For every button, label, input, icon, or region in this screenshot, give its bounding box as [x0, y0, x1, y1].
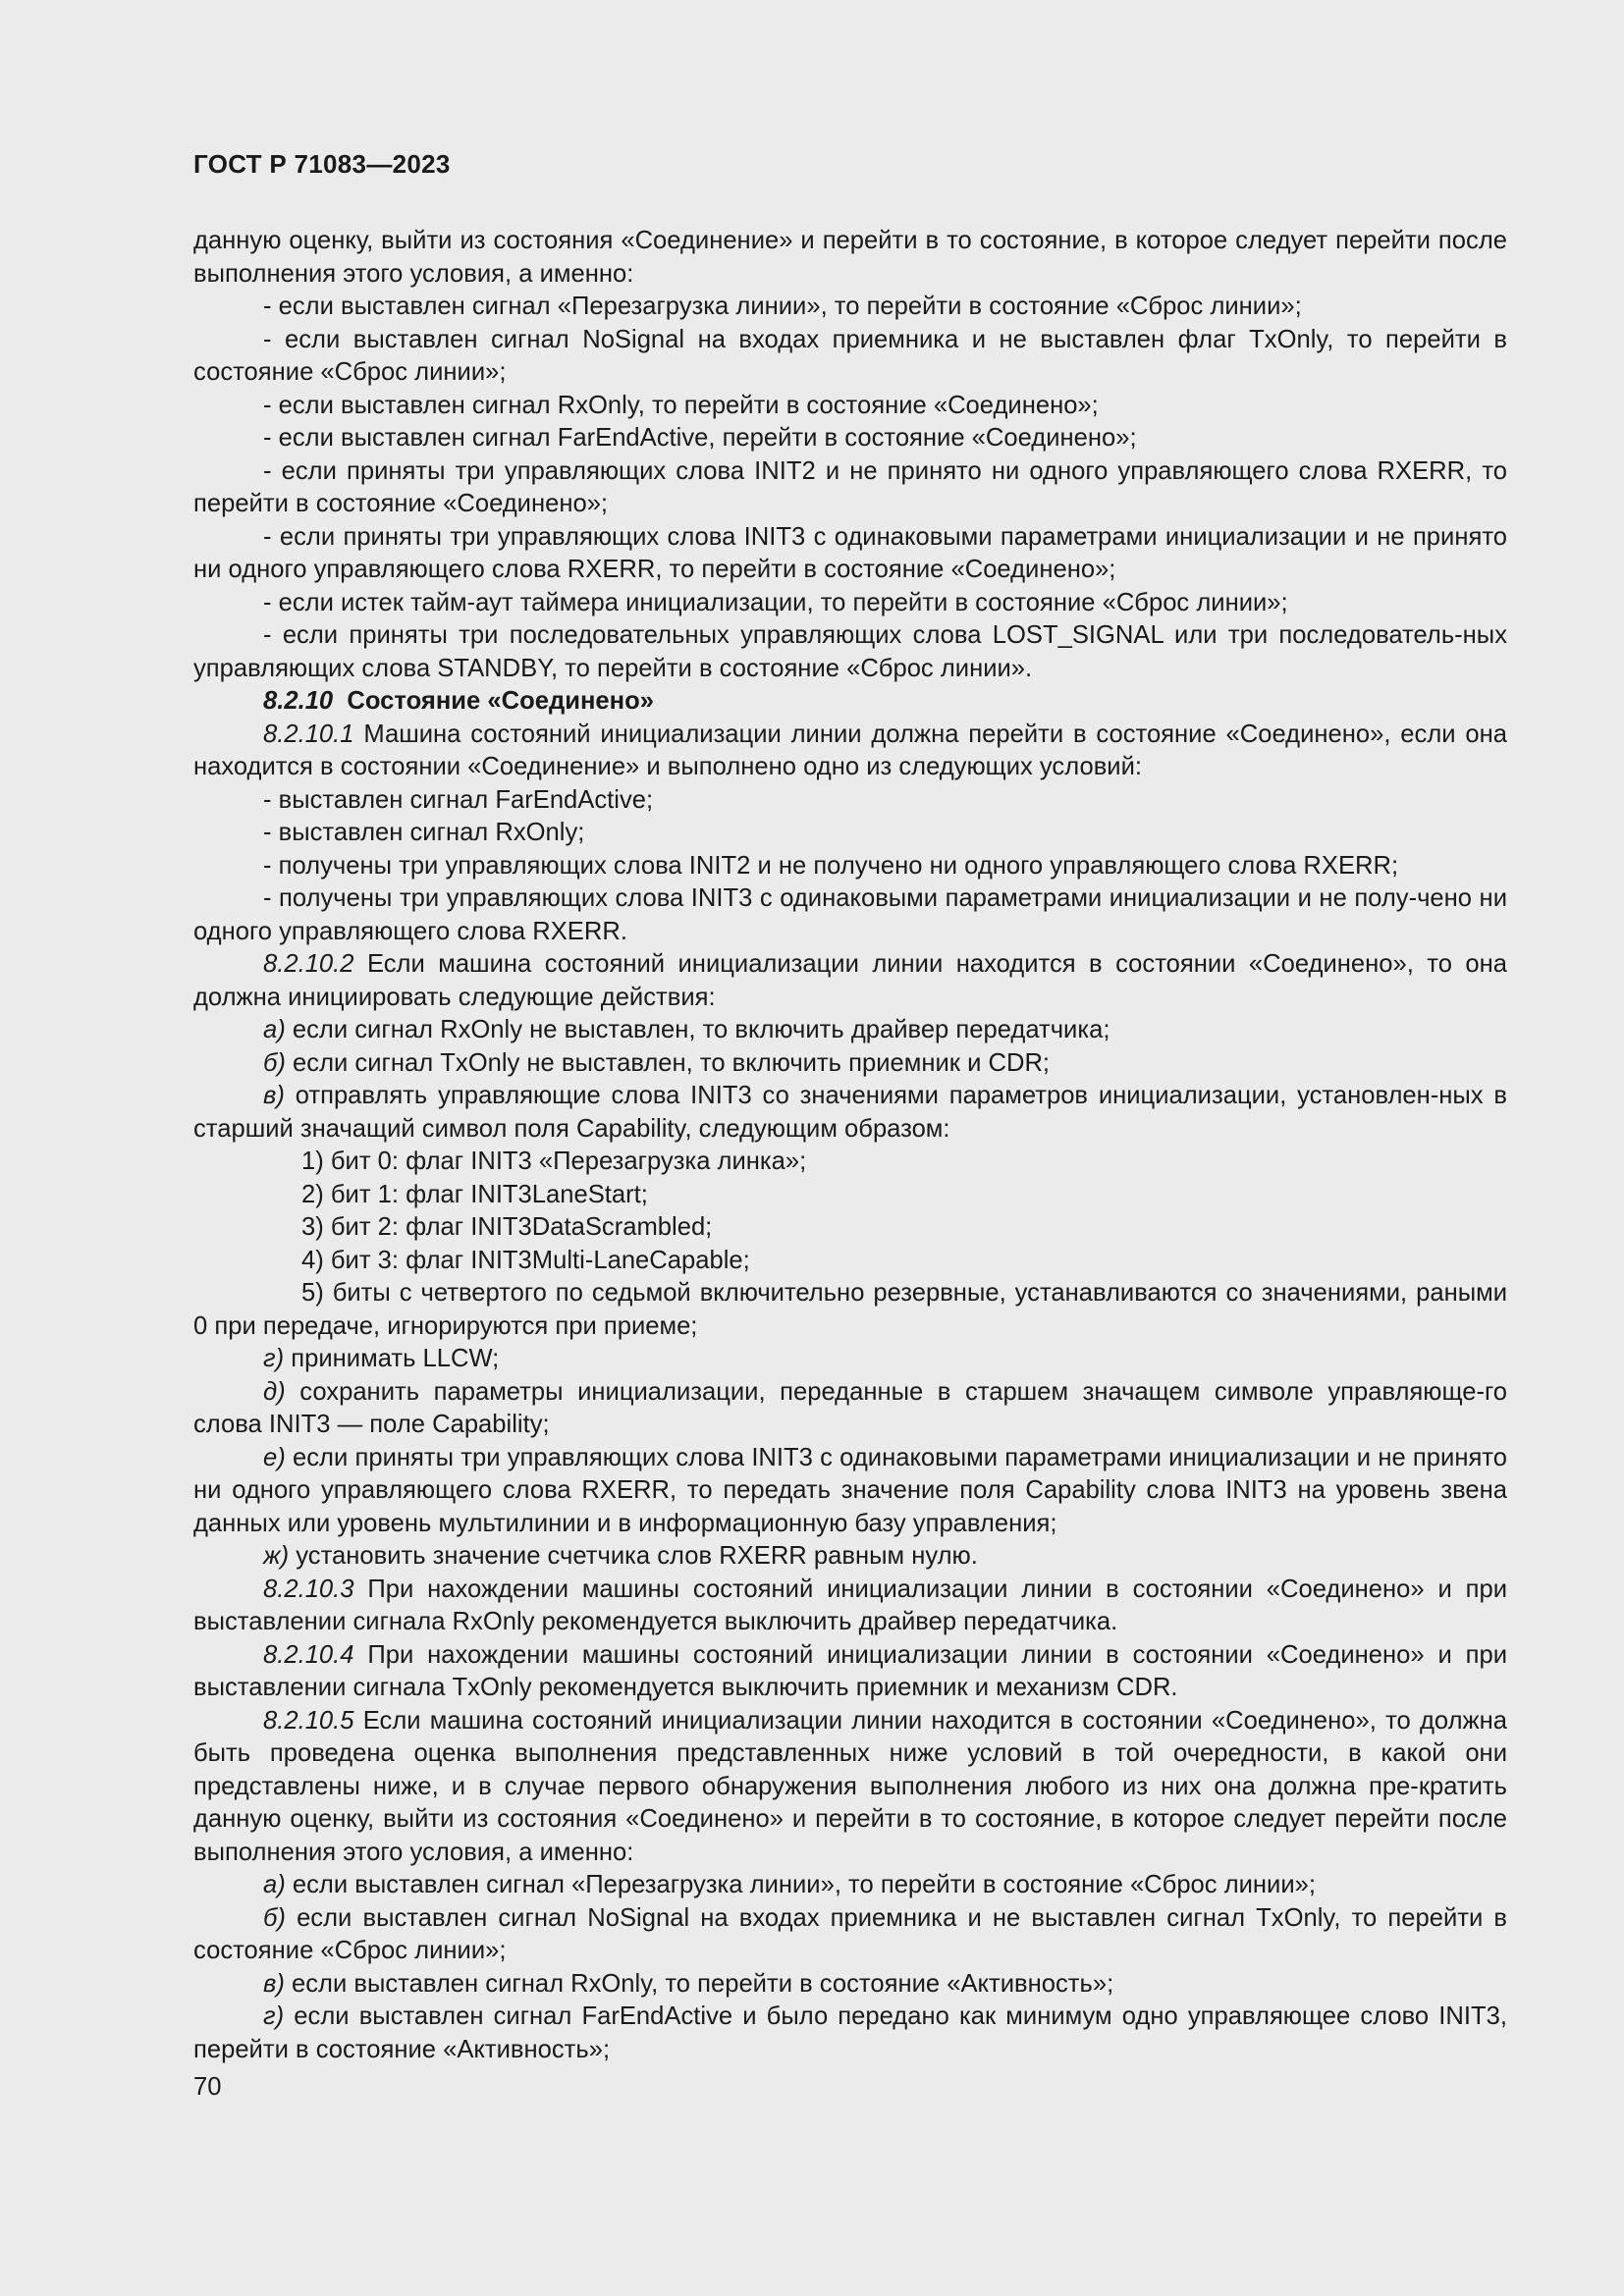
list-item: - если выставлен сигнал RxOnly, то перейти в состояние «Соединено»; — [263, 391, 1099, 419]
sub-list-item: 2) бит 1: флаг INIT3LaneStart; — [301, 1180, 648, 1208]
list-item: - выставлен сигнал FarEndActive; — [263, 785, 654, 814]
paragraph — [193, 719, 1507, 784]
list-item-text: если выставлен сигнал NoSignal на входах приемника и не выставлен сигнал TxOnly, то перейти в состояние «Сброс линии»; — [193, 1903, 1508, 1964]
paragraph: данную оценку, выйти из состояния «Соединение» и перейти в то состояние, в которое следует перейти после выполнения этого условия, а именно: — [193, 227, 1507, 288]
list-item-text: если выставлен сигнал FarEndActive и было передано как минимум одно управляющее слово INIT3, перейти в состояние «Активность»; — [193, 2002, 1507, 2063]
paragraph — [193, 1574, 1507, 1639]
list-item — [193, 1968, 1507, 2002]
list-item-text: если приняты три управляющих слова INIT3 с одинаковыми параметрами инициализации и не принято ни одного управляющего слова RXERR, то передать значение поля Capability слова INIT3 на уровень звена данных или уровень мультилинии и в информационную базу управления; — [193, 1443, 1507, 1537]
list-item — [193, 2001, 1507, 2066]
list-item-text: если сигнал RxOnly не выставлен, то включить драйвер передатчика; — [292, 1016, 1110, 1043]
paragraph — [193, 1705, 1507, 1870]
clause-number: 8.2.10.4 — [263, 1640, 354, 1669]
clause-text: Если машина состояний инициализации линии находится в состоянии «Соединено», то должна быть проведена оценка выполнения представленных ниже условий в той очередности, в какой они представлены ниже, и в случае первого обнаружения выполнения любого из них она должна пре-кратить данную оценку, выйти из состояния «Соединено» и перейти в то состояние, в которое следует перейти после выполнения этого условия, а именно: — [193, 1706, 1507, 1866]
list-item — [193, 1343, 1507, 1376]
list-marker: е) — [263, 1443, 286, 1471]
list-marker: б) — [263, 1903, 286, 1932]
clause-text: При нахождении машины состояний инициализации линии в состоянии «Соединено» и при выставлении сигнала RxOnly рекомендуется выключить драйвер передатчика. — [193, 1575, 1507, 1635]
list-item — [193, 1540, 1507, 1574]
list-item-text: отправлять управляющие слова INIT3 со значениями параметров инициализации, установлен-ных в старший значащий символ поля Capability, следующим образом: — [193, 1082, 1507, 1143]
clause-number: 8.2.10.3 — [263, 1575, 354, 1603]
list-item-text: если выставлен сигнал «Перезагрузка линии», то перейти в состояние «Сброс линии»; — [292, 1871, 1316, 1898]
list-item-text: сохранить параметры инициализации, переданные в старшем значащем символе управляюще-го слова INIT3 — поле Capability; — [193, 1377, 1507, 1438]
list-item: - если истек тайм-аут таймера инициализации, то перейти в состояние «Сброс линии»; — [263, 588, 1288, 616]
list-item: - получены три управляющих слова INIT3 с одинаковыми параметрами инициализации и не полу-чено ни одного управляющего слова RXERR. — [193, 884, 1507, 945]
list-item: - выставлен сигнал RxOnly; — [263, 819, 585, 846]
section-title: Состояние «Соединено» — [347, 687, 654, 715]
sub-list-item: 4) бит 3: флаг INIT3Multi-LaneCapable; — [301, 1246, 750, 1274]
list-item: - если приняты три управляющих слова INIT2 и не принято ни одного управляющего слова RXERR, то перейти в состояние «Соединено»; — [193, 456, 1507, 517]
section-number: 8.2.10 — [263, 687, 334, 715]
list-marker: ж) — [263, 1542, 290, 1570]
list-item — [193, 1047, 1507, 1081]
document-header: ГОСТ Р 71083—2023 — [193, 149, 451, 179]
list-item — [193, 1442, 1507, 1541]
clause-number: 8.2.10.1 — [263, 720, 354, 748]
sub-list-item: 5) биты с четвертого по седьмой включительно резервные, устанавливаются со значениями, раными 0 при передаче, игнорируются при приеме; — [193, 1279, 1507, 1340]
clause-number: 8.2.10.2 — [263, 950, 354, 978]
list-item-text: если сигнал TxOnly не выставлен, то включить приемник и CDR; — [293, 1048, 1051, 1077]
list-item — [193, 1902, 1507, 1968]
list-item-text: если выставлен сигнал RxOnly, то перейти в состояние «Активность»; — [292, 1969, 1114, 1998]
list-marker: д) — [263, 1377, 286, 1406]
paragraph — [193, 1639, 1507, 1705]
list-item: - получены три управляющих слова INIT2 и не получено ни одного управляющего слова RXERR; — [263, 851, 1399, 880]
list-item: - если приняты три последовательных управляющих слова LOST_SIGNAL или три последователь-ных управляющих слова STANDBY, то перейти в состояние «Сброс линии». — [193, 621, 1507, 682]
list-item: - если приняты три управляющих слова INIT3 с одинаковыми параметрами инициализации и не принято ни одного управляющего слова RXERR, то перейти в состояние «Соединено»; — [193, 522, 1507, 583]
list-item: - если выставлен сигнал NoSignal на входах приемника и не выставлен флаг TxOnly, то перейти в состояние «Сброс линии»; — [193, 325, 1507, 386]
paragraph — [193, 948, 1507, 1014]
list-item-text: принимать LLCW; — [291, 1345, 500, 1372]
section-heading — [193, 685, 1507, 719]
list-marker: в) — [263, 1969, 285, 1998]
clause-text: Если машина состояний инициализации линии находится в состоянии «Соединено», то она должна инициировать следующие действия: — [193, 950, 1507, 1011]
list-marker: г) — [263, 2002, 285, 2030]
list-item — [193, 1014, 1507, 1047]
list-marker: в) — [263, 1082, 285, 1109]
clause-text: При нахождении машины состояний инициализации линии в состоянии «Соединено» и при выставлении сигнала TxOnly рекомендуется выключить приемник и механизм CDR. — [193, 1640, 1507, 1701]
sub-list-item: 3) бит 2: флаг INIT3DataScrambled; — [301, 1213, 713, 1241]
list-marker: б) — [263, 1048, 286, 1077]
document-body — [193, 225, 1507, 2066]
list-item: - если выставлен сигнал FarEndActive, перейти в состояние «Соединено»; — [263, 424, 1137, 452]
list-item: - если выставлен сигнал «Перезагрузка линии», то перейти в состояние «Сброс линии»; — [263, 293, 1302, 320]
list-item — [193, 1080, 1507, 1146]
list-item — [193, 1376, 1507, 1442]
list-marker: а) — [263, 1016, 286, 1043]
list-item — [193, 1869, 1507, 1902]
clause-text: Машина состояний инициализации линии должна перейти в состояние «Соединено», если она находится в состоянии «Соединение» и выполнено одно из следующих условий: — [193, 720, 1507, 780]
clause-number: 8.2.10.5 — [263, 1706, 354, 1735]
list-item-text: установить значение счетчика слов RXERR равным нулю. — [296, 1542, 978, 1570]
list-marker: а) — [263, 1871, 286, 1898]
sub-list-item: 1) бит 0: флаг INIT3 «Перезагрузка линка»; — [301, 1148, 807, 1175]
page-number: 70 — [193, 2073, 222, 2101]
list-marker: г) — [263, 1345, 285, 1372]
